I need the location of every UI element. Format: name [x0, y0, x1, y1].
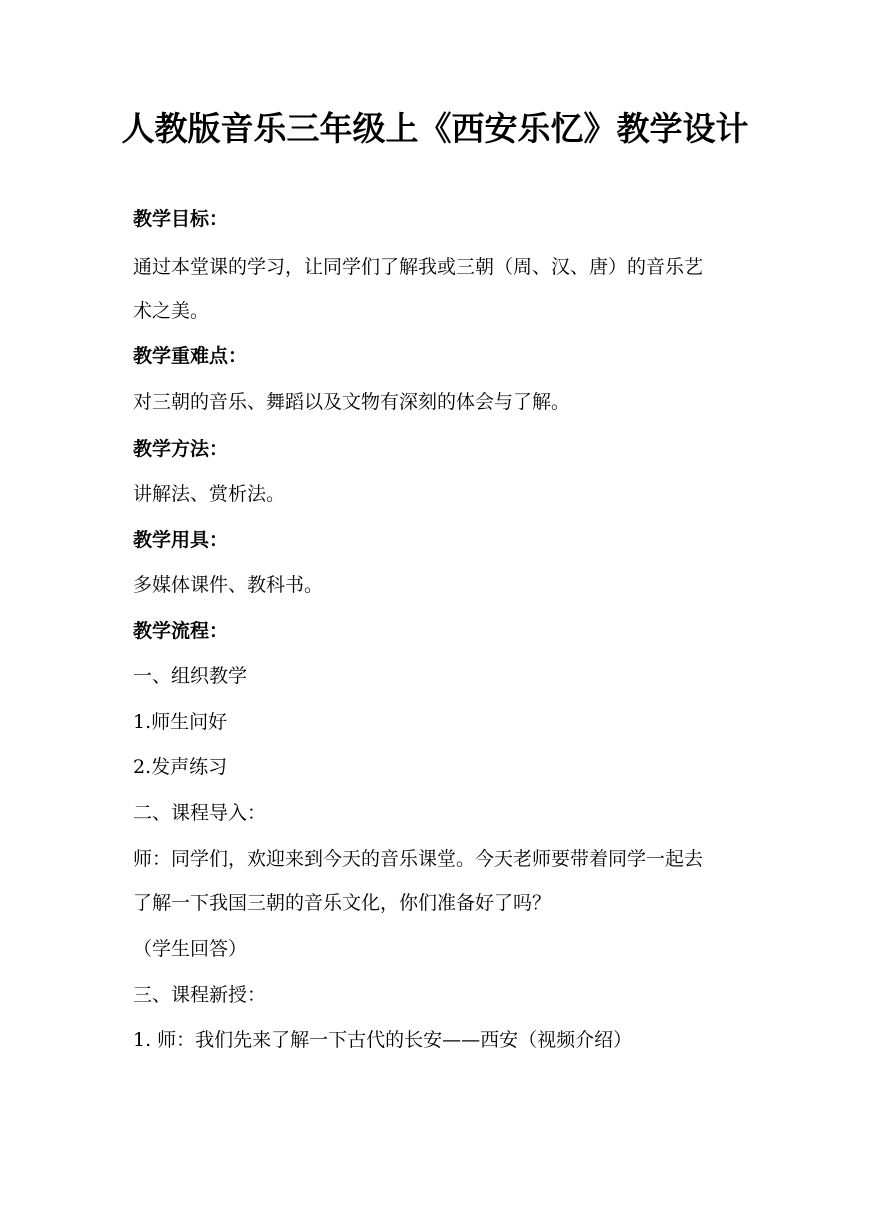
goal-text-line-2: 术之美。 [133, 300, 210, 322]
tools-heading: 教学用具： [133, 529, 229, 551]
step-3-item-1: 1. 师：我们先来了解一下古代的长安——西安（视频介绍） [133, 1029, 633, 1051]
step-2-line-2: 了解一下我国三朝的音乐文化，你们准备好了吗？ [133, 892, 552, 914]
document-title: 人教版音乐三年级上《西安乐忆》教学设计 [121, 109, 749, 148]
key-points-heading: 教学重难点： [133, 345, 248, 367]
step-3-title: 三、课程新授： [133, 984, 267, 1006]
step-1-item-2: 2.发声练习 [133, 756, 228, 778]
goal-heading: 教学目标： [133, 208, 229, 230]
method-heading: 教学方法： [133, 438, 229, 460]
step-2-line-1: 师：同学们，欢迎来到今天的音乐课堂。今天老师要带着同学一起去 [133, 848, 704, 870]
step-1-item-1: 1.师生问好 [133, 711, 228, 733]
goal-text-line-1: 通过本堂课的学习，让同学们了解我或三朝（周、汉、唐）的音乐艺 [133, 256, 704, 278]
key-points-text: 对三朝的音乐、舞蹈以及文物有深刻的体会与了解。 [133, 391, 571, 413]
step-1-title: 一、组织教学 [133, 665, 248, 687]
method-text: 讲解法、赏析法。 [133, 483, 286, 505]
step-2-response: （学生回答） [133, 938, 248, 960]
tools-text: 多媒体课件、教科书。 [133, 574, 324, 596]
process-heading: 教学流程： [133, 620, 229, 642]
step-2-title: 二、课程导入： [133, 802, 267, 824]
